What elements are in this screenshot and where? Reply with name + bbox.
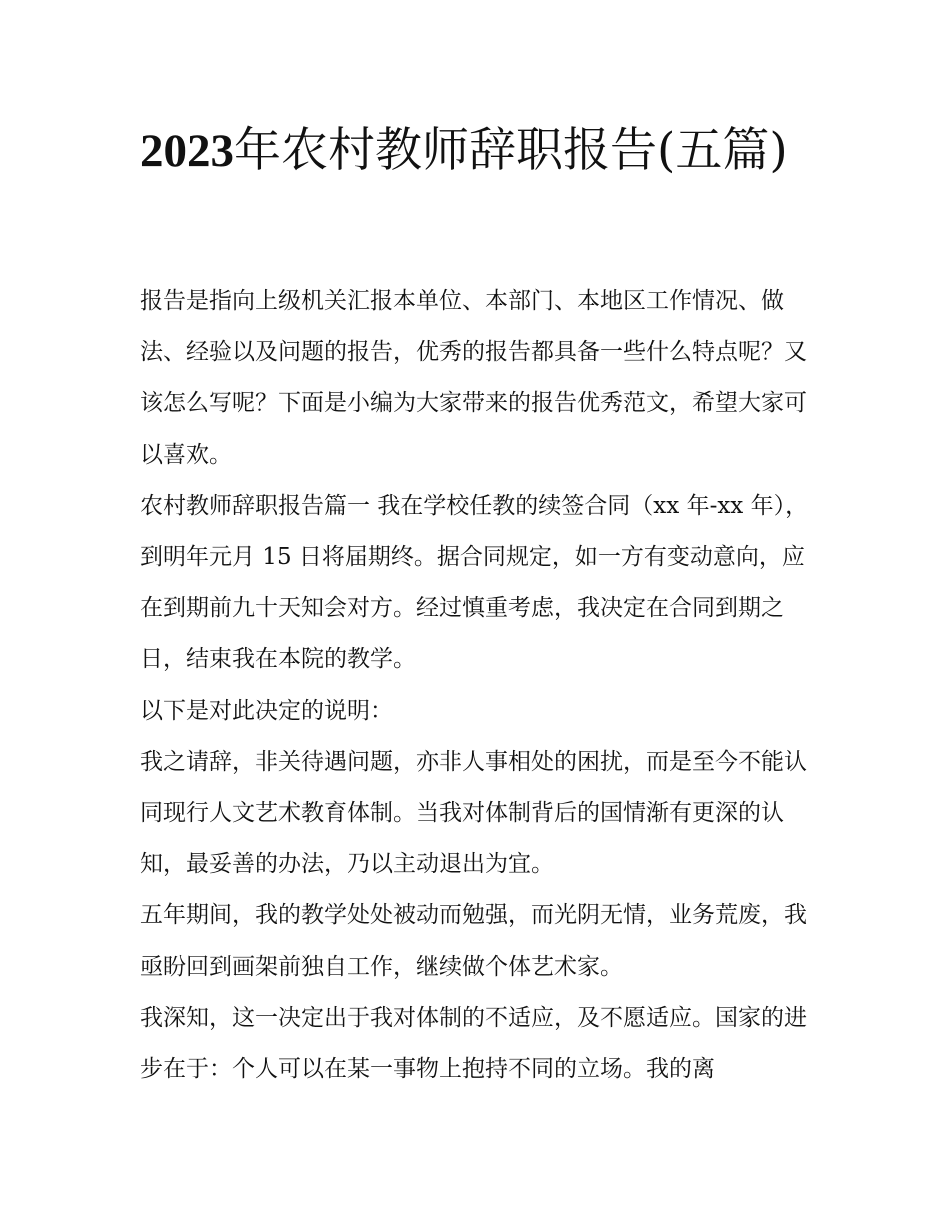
document-title [140, 112, 820, 190]
paragraph-reason: 我之请辞，非关待遇问题，亦非人事相处的困扰，而是至今不能认同现行人文艺术教育体制。当我对体制背后的国情渐有更深的认知，最妥善的办法，乃以主动退出为宜。 [140, 748, 807, 878]
title-text: 年农村教师辞职报告(五篇) [234, 123, 788, 178]
paragraph-decision: 我深知，这一决定出于我对体制的不适应，及不愿适应。国家的进步在于：个人可以在某一事物上抱持不同的立场。我的离 [140, 1004, 807, 1083]
title-year: 2023 [140, 125, 234, 177]
paragraph-intro: 报告是指向上级机关汇报本单位、本部门、本地区工作情况、做法、经验以及问题的报告，优秀的报告都具备一些什么特点呢？又该怎么写呢？下面是小编为大家带来的报告优秀范文，希望大家可以喜欢。 [140, 288, 807, 468]
paragraph-explanation-heading: 以下是对此决定的说明： [140, 697, 393, 724]
paragraph-contract: 农村教师辞职报告篇一 我在学校任教的续签合同（xx 年-xx 年），到明年元月 15 日将届期终。据合同规定，如一方有变动意向，应在到期前九十天知会对方。经过慎重考虑，我决定在合同到期之日，结束我在本院的教学。 [140, 492, 809, 673]
paragraph-five-years: 五年期间，我的教学处处被动而勉强，而光阴无情，业务荒废，我亟盼回到画架前独自工作，继续做个体艺术家。 [140, 902, 807, 980]
document-body [140, 276, 812, 1095]
